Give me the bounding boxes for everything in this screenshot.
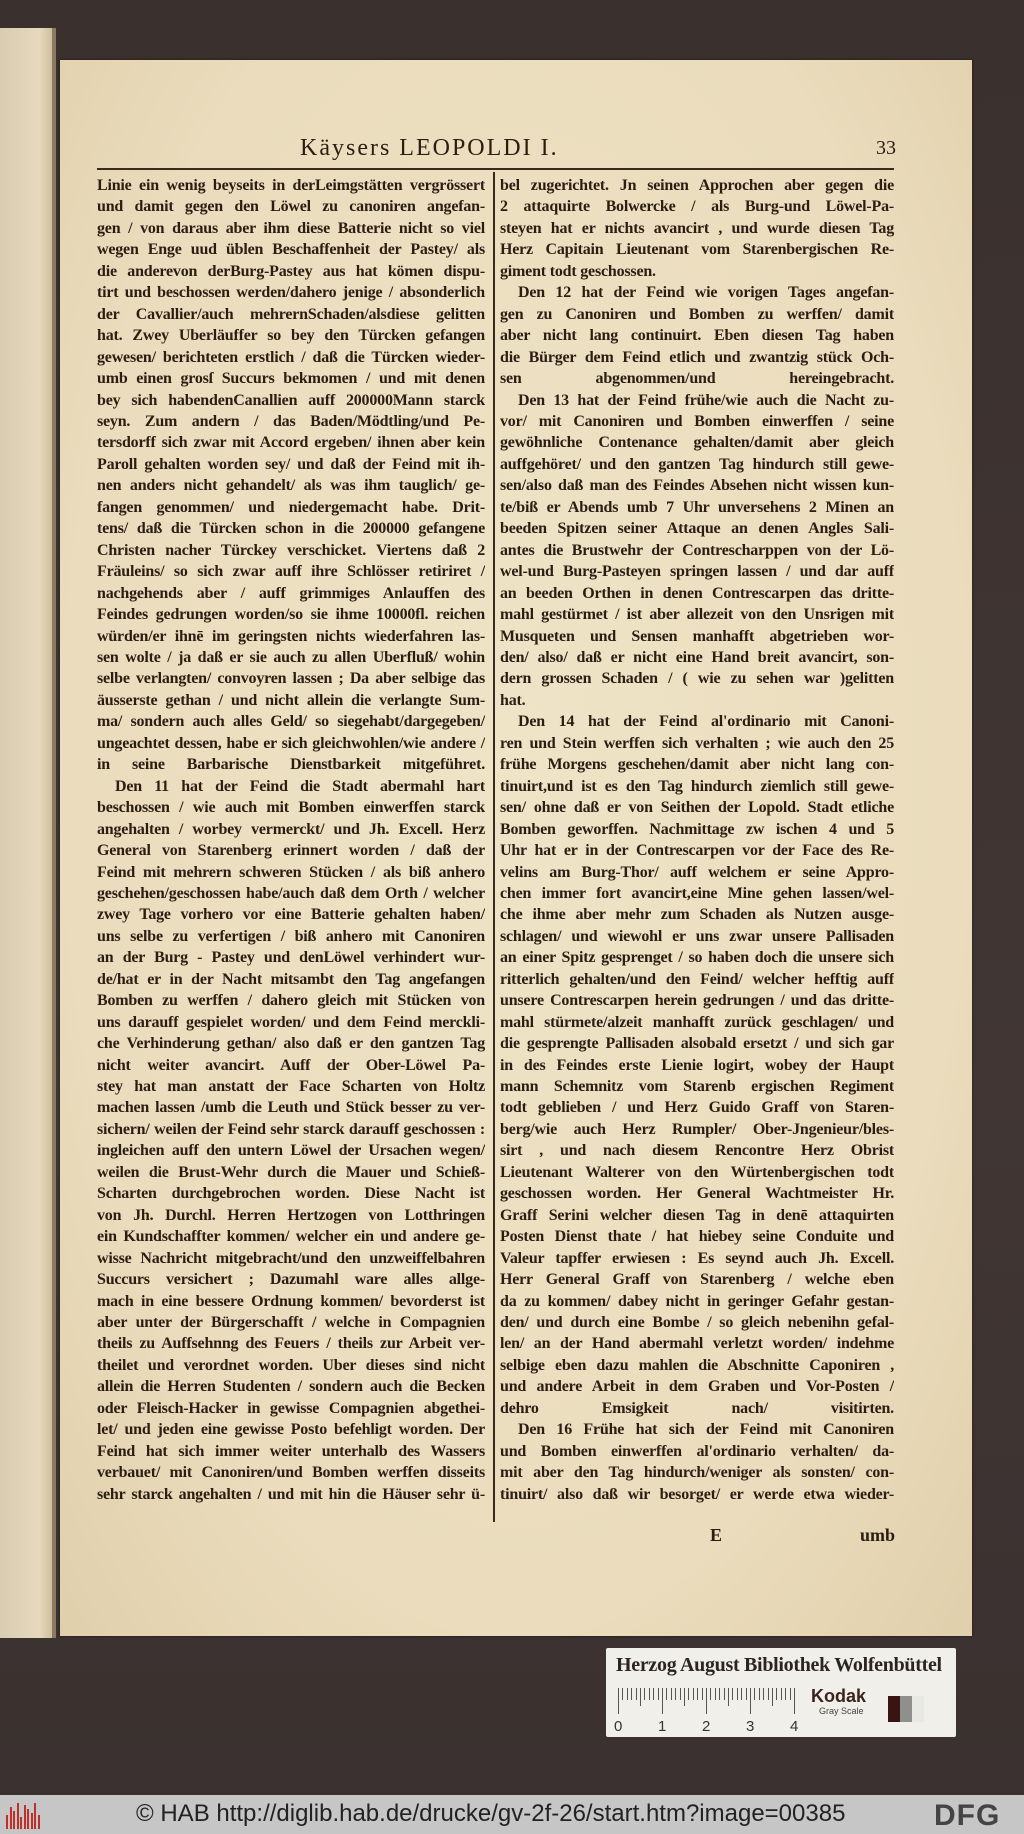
text-line: schlagen/ und wiewohl er uns zwar unsere Pallisaden (500, 927, 894, 945)
text-line: auffgehöret/ und den gantzen Tag hindurch still gewe- (500, 455, 894, 473)
text-line: mit aber den Tag hindurch/weniger als sonsten/ con- (500, 1464, 894, 1482)
ruler-tick (702, 1688, 703, 1700)
ruler-tick (719, 1688, 720, 1700)
text-line: Scharten durchgebrochen worden. Diese Nacht ist (97, 1185, 485, 1203)
text-line: Bomben zu werffen / dahero gleich mit Stücken von (97, 992, 485, 1010)
text-line: Den 16 Frühe hat sich der Feind mit Canoniren (518, 1421, 894, 1439)
text-line: theilet und verordnet worden. Uber dieses sind nicht (97, 1356, 485, 1374)
ruler-tick (680, 1688, 681, 1700)
text-line: die gesprengte Pallisaden alsobald ersetzt / und sich gar (500, 1035, 894, 1053)
ruler-tick (627, 1688, 628, 1700)
text-line: verbauet/ mit Canoniren/und Bomben werffen disseits (97, 1464, 485, 1482)
text-line: beeden Spitzen seiner Attaque an denen Angles Sali- (500, 520, 894, 538)
text-line: allein die Herren Studenten / sondern auch die Becken (97, 1378, 485, 1396)
text-line: ingleichen auff den untern Löwel der Ursachen wegen/ (97, 1142, 485, 1160)
text-line: hat. (500, 691, 526, 709)
text-line: todt geblieben / und Herz Guido Graff von Staren- (500, 1099, 894, 1117)
text-line: würden/er ihnē im geringsten nichts wiederfahren las- (97, 627, 485, 645)
text-line: oder Fleisch-Hacker in gewisse Compagnien abgethei- (97, 1399, 485, 1417)
ruler-tick (640, 1688, 641, 1706)
ruler-tick (750, 1688, 751, 1714)
ruler-number: 0 (614, 1718, 623, 1735)
text-line: und damit gegen den Löwel zu canoniren angefan- (97, 198, 485, 216)
ruler-number: 3 (746, 1718, 755, 1735)
text-line: unsere Contrescarpen herein gedrungen / und das dritte- (500, 992, 894, 1010)
text-line: sen wolte / ja daß er sie auch zu allen Uberfluß/ wohin (97, 648, 485, 666)
text-line: weilen die Brust-Wehr durch die Mauer und Schieß- (97, 1163, 485, 1181)
ruler-tick (631, 1688, 632, 1700)
signature-mark: E (710, 1525, 723, 1545)
text-line: und Bomben einwerffen al'ordinario verhalten/ da- (500, 1442, 894, 1460)
text-line: von Jh. Durchl. Herren Hertzogen von Lotthringen (97, 1206, 485, 1224)
text-line: der Cavallier/auch mehrernSchaden/alsdiese gelitten (97, 305, 485, 323)
text-line: len/ an der Hand abermahl verletzt worden/ indehme (500, 1335, 894, 1353)
text-line: ren und Stein werffen sich verhalten ; wie auch den 25 (500, 734, 894, 752)
catchword: umb (860, 1525, 896, 1545)
dark-swatch (888, 1696, 900, 1722)
ruler-tick (622, 1688, 623, 1700)
text-line: tirt und beschossen werden/dahero jenige / absonderlich (97, 284, 485, 302)
text-line: wegen Enge uud üblen Beschaffenheit der Pastey/ als (97, 241, 485, 259)
text-line: Musqueten und Sensen manhafft abgetrieben wor- (500, 627, 894, 645)
ruler-tick (732, 1688, 733, 1700)
text-line: beschossen / wie auch mit Bomben einwerffen starck (97, 799, 485, 817)
hab-logo-icon (6, 1801, 42, 1829)
ruler-tick (785, 1688, 786, 1700)
kodak-logo: Kodak (811, 1686, 867, 1706)
scan-color-label (606, 1648, 956, 1737)
white-swatch (912, 1696, 924, 1722)
ruler-number: 4 (790, 1718, 799, 1735)
ruler-tick (724, 1688, 725, 1700)
text-line: mann Schemnitz vom Starenb ergischen Regiment (500, 1078, 894, 1096)
gray-swatch (900, 1696, 912, 1722)
text-line: äusserste gethan / und nicht allein die verlangte Sum- (97, 691, 485, 709)
text-line: Den 12 hat der Feind wie vorigen Tages angefan- (518, 284, 894, 302)
text-line: an beeden Orthen in denen Contrescarpen das dritte- (500, 584, 894, 602)
text-line: che ihme aber mehr zum Schaden als Nutzen ausge- (500, 906, 894, 924)
text-line: Graff Serini welcher diesen Tag in denē attaquirten (500, 1206, 894, 1224)
text-line: nicht weiter avancirt. Auff der Ober-Löwel Pa- (97, 1056, 485, 1074)
text-line: mahl stürmete/alzeit manhafft zurück geschlagen/ und (500, 1013, 894, 1031)
text-line: ein Kundschaffter kommen/ welcher ein und andere ge- (97, 1228, 485, 1246)
ruler-tick (715, 1688, 716, 1700)
ruler-tick (763, 1688, 764, 1700)
text-line: che Verhinderung gethan/ also daß er den gantzen Tag (97, 1035, 485, 1053)
text-line: Herz Capitain Lieutenant vom Starenbergischen Re- (500, 241, 894, 259)
dfg-logo: DFG (934, 1799, 1001, 1832)
text-line: Paroll gehalten worden sey/ und daß der Feind mit ih- (97, 455, 485, 473)
text-line: nen anders nicht gehandelt/ als was ihm tauglich/ ge- (97, 477, 485, 495)
text-line: uns selbe zu verfertigen / biß anhero mit Canoniren (97, 927, 485, 945)
text-line: gewöhnliche Contenance gehalten/damit aber gleich (500, 434, 894, 452)
header-rule (97, 168, 894, 170)
text-line: wisse Nachricht mitgebracht/und den unzweiffelbahren (97, 1249, 485, 1267)
ruler-tick (697, 1688, 698, 1700)
text-line: let/ und jeden eine gewisse Posto befehligt worden. Der (97, 1421, 485, 1439)
text-line: Christen nacher Türckey verschicket. Viertens daß 2 (97, 541, 485, 559)
text-line: Feind hat sich immer weiter unterhalb des Wassers (97, 1442, 485, 1460)
text-line: theils zu Auffsehnng des Feuers / theils zur Arbeit ver- (97, 1335, 485, 1353)
text-line: wel-und Burg-Pasteyen springen lassen / und dar auff (500, 563, 894, 581)
text-line: General von Starenberg erinnert worden / daß der (97, 842, 485, 860)
text-line: tinuirt/ also daß wir besorget/ er werde etwa wieder- (500, 1485, 894, 1503)
ruler-tick (768, 1688, 769, 1700)
text-line: aber unter der Bürgerschafft / welche in Compagnien (97, 1314, 485, 1332)
text-line: hat. Zwey Uberläuffer so bey den Türcken gefangen (97, 327, 485, 345)
ruler-tick (776, 1688, 777, 1700)
text-line: da zu kommen/ dabey nicht in geringer Gefahr gestan- (500, 1292, 894, 1310)
text-line: velins am Burg-Thor/ auff welchem er seine Appro- (500, 863, 894, 881)
ruler-tick (658, 1688, 659, 1700)
text-line: mach in eine bessere Ordnung kommen/ bevorderst ist (97, 1292, 485, 1310)
ruler-tick (644, 1688, 645, 1700)
text-line: aber nicht lang continuirt. Eben diesen Tag haben (500, 327, 894, 345)
text-line: giment todt geschossen. (500, 262, 656, 280)
book-page (60, 60, 972, 1636)
text-line: selbige eben dazu mahlen die Abschnitte Caponiren , (500, 1356, 894, 1374)
text-line: umb einen grosſ Succurs bekmomen / und mit denen (97, 370, 485, 388)
text-line: nachgehends aber / auff grimmiges Anlauffen des (97, 584, 485, 602)
text-line: ungeachtet dessen, habe er sich gleichwohlen/wie andere / (97, 734, 485, 752)
ruler-tick (649, 1688, 650, 1700)
text-line: antes die Brustwehr der Contrescharppen von der Lö- (500, 541, 894, 559)
text-line: an einer Spitz gesprenget / so haben doch die unsere sich (500, 949, 894, 967)
text-line: Succurs versichert ; Dazumahl ware alles allge- (97, 1271, 485, 1289)
text-line: ma/ sondern auch alles Geld/ so siegehabt/dargegeben/ (97, 713, 485, 731)
text-line: zwey Tage vorhero vor eine Batterie gehalten haben/ (97, 906, 485, 924)
text-line: steyen hat er nichts avancirt , und wurde diesen Tag (500, 219, 894, 237)
ruler-tick (706, 1688, 707, 1714)
text-line: sichern/ weilen der Feind sehr starck darauff geschossen : (97, 1120, 485, 1138)
text-line: frühe Morgens geschehen/damit aber nicht lang con- (500, 756, 894, 774)
gray-scale-caption: Gray Scale (819, 1706, 864, 1716)
column-divider (493, 172, 495, 1522)
text-line: gen / von daraus aber ihm diese Batterie nicht so viel (97, 219, 485, 237)
ruler-number: 2 (702, 1718, 711, 1735)
ruler-tick (636, 1688, 637, 1700)
ruler-tick (671, 1688, 672, 1700)
text-line: de/hat er in der Nacht mitsambt den Tag angefangen (97, 970, 485, 988)
institution-name: Herzog August Bibliothek Wolfenbüttel (616, 1654, 942, 1676)
ruler-tick (759, 1688, 760, 1700)
ruler-tick (741, 1688, 742, 1700)
text-line: den/ und durch eine Bombe / so gleich nebenihn gefal- (500, 1314, 894, 1332)
text-line: angehalten / worbey vermerckt/ und Jh. Excell. Herz (97, 820, 485, 838)
text-line: Feind mit mehrern schweren Stücken / als biß anhero (97, 863, 485, 881)
ruler-tick (662, 1688, 663, 1714)
text-line: Uhr hat er in der Contrescarpen vor der Face des Re- (500, 842, 894, 860)
text-line: chen immer fort avancirt,eine Mine gehen lassen/wel- (500, 884, 894, 902)
ruler-tick (675, 1688, 676, 1700)
text-line: ritterlich gehalten/und den Feind/ welcher hefftig auff (500, 970, 894, 988)
text-line: tens/ daß die Türcken schon in die 200000 gefangene (97, 520, 485, 538)
previous-page-edge (0, 28, 56, 1638)
text-line: geschehen/geschossen habe/auch daß dem Orth / welcher (97, 884, 485, 902)
text-line: Bomben geworffen. Nachmittage zw ischen 4 und 5 (500, 820, 894, 838)
ruler-number: 1 (658, 1718, 667, 1735)
text-line: mahl gestürmet / ist aber allezeit von den Unsrigen mit (500, 606, 894, 624)
text-line: Feindes gedrungen worden/so sie ihme 10000fl. reichen (97, 606, 485, 624)
text-line: die anderevon derBurg-Pastey aus hat kömen dispu- (97, 262, 485, 280)
text-line: sehr starck angehalten / und mit hin die Häuser sehr ü- (97, 1485, 485, 1503)
copyright-url[interactable]: © HAB http://diglib.hab.de/drucke/gv-2f-26/start.htm?image=00385 (136, 1800, 846, 1827)
text-line: Den 14 hat der Feind al'ordinario mit Canoni- (518, 713, 894, 731)
text-line: sirt , und nach diesem Rencontre Herz Obrist (500, 1142, 894, 1160)
text-line: geschossen worden. Her General Wachtmeister Hr. (500, 1185, 894, 1203)
text-line: Valeur tapffer erwiesen : Es seynd auch Jh. Excell. (500, 1249, 894, 1267)
text-line: an der Burg - Pastey und denLöwel verhindert wur- (97, 949, 485, 967)
text-line: Fräuleins/ so sich zwar auff ihre Schlösser retiriret / (97, 563, 485, 581)
text-line: Lieutenant Walterer von den Würtenbergischen todt (500, 1163, 894, 1181)
scale-ruler (614, 1688, 799, 1735)
text-line: gewesen/ berichteten erstlich / daß die Türcken wieder- (97, 348, 485, 366)
text-line: selbe verlangten/ convoyren lassen ; Da aber selbige das (97, 670, 485, 688)
text-line: bel zugerichtet. Jn seinen Approchen aber gegen die (500, 177, 894, 194)
text-line: te/biß er Abends umb 7 Uhr unversehens 2 Minen an (500, 498, 894, 516)
text-line: tinuirt,und ist es den Tag hindurch ziemlich still gewe- (500, 777, 894, 795)
text-line: fangen genommen/ und niedergemacht habe. Drit- (97, 498, 485, 516)
text-line: vor/ mit Canoniren und Bomben einwerffen / seine (500, 412, 894, 430)
ruler-tick (790, 1688, 791, 1700)
text-line: sen abgenommen/und hereingebracht. (500, 370, 894, 388)
ruler-tick (754, 1688, 755, 1700)
text-line: dehro Emsigkeit nach/ visitirten. (500, 1399, 894, 1417)
ruler-tick (772, 1688, 773, 1706)
text-line: gen zu Canoniren und Bomben zu werffen/ damit (500, 305, 894, 323)
text-line: 2 attaquirte Bolwercke / als Burg-und Löwel-Pa- (500, 198, 894, 216)
running-title: Käysers LEOPOLDI I. (300, 135, 559, 161)
ruler-tick (684, 1688, 685, 1706)
text-line: in des Feindes erste Lienie logirt, wobey der Haupt (500, 1056, 894, 1074)
ruler-tick (653, 1688, 654, 1700)
viewer-footer (0, 1795, 1024, 1834)
text-line: Posten Dienst thate / hat hiebey seine Conduite und (500, 1228, 894, 1246)
text-line: Herr General Graff von Starenberg / welche eben (500, 1271, 894, 1289)
text-line: den/ also/ daß er nicht eine Hand breit avancirt, son- (500, 648, 894, 666)
page-number: 33 (876, 137, 896, 159)
text-line: Den 13 hat der Feind frühe/wie auch die Nacht zu- (518, 391, 894, 409)
text-line: und andere Arbeit in dem Graben und Vor-Posten / (500, 1378, 894, 1396)
ruler-tick (688, 1688, 689, 1700)
text-line: sen/ ohne daß er von Seithen der Lopold. Stadt etliche (500, 799, 894, 817)
text-line: bey sich habendenCanallien auff 200000Mann starck (97, 391, 485, 409)
text-line: seyn. Zum andern / das Baden/Mödtling/und Pe- (97, 412, 485, 430)
ruler-tick (794, 1688, 795, 1714)
ruler-tick (693, 1688, 694, 1700)
text-line: tersdorff sich zwar mit Accord ergeben/ ihnen aber kein (97, 434, 485, 452)
text-line: in seine Barbarische Dienstbarkeit mitgeführet. (97, 756, 485, 774)
text-line: uns darauff gespielet worden/ und dem Feind merckli- (97, 1013, 485, 1031)
text-line: dern grossen Schaden / ( wie zu sehen war )gelitten (500, 670, 894, 688)
ruler-tick (728, 1688, 729, 1706)
running-head (60, 135, 972, 165)
ruler-tick (710, 1688, 711, 1700)
text-line: Linie ein wenig beyseits in derLeimgstätten vergrössert (97, 177, 485, 194)
ruler-tick (737, 1688, 738, 1700)
page-gutter (52, 28, 56, 1638)
text-line: Den 11 hat der Feind die Stadt abermahl hart (115, 777, 485, 795)
text-line: die Bürger dem Feind etlich und zwantzig stück Och- (500, 348, 894, 366)
text-line: machen lassen /umb die Leuth und Stück besser zu ver- (97, 1099, 485, 1117)
text-line: stey hat man anstatt der Face Scharten von Holtz (97, 1078, 485, 1096)
right-column (500, 175, 894, 1505)
text-line: berg/wie auch Herz Rumpler/ Ober-Jngenieur/bles- (500, 1120, 894, 1138)
text-line: sen/also daß man des Feindes Absehen nicht wissen kun- (500, 477, 894, 495)
ruler-tick (746, 1688, 747, 1700)
ruler-tick (781, 1688, 782, 1700)
ruler-tick (666, 1688, 667, 1700)
ruler-tick (618, 1688, 619, 1714)
left-column (97, 175, 485, 1505)
